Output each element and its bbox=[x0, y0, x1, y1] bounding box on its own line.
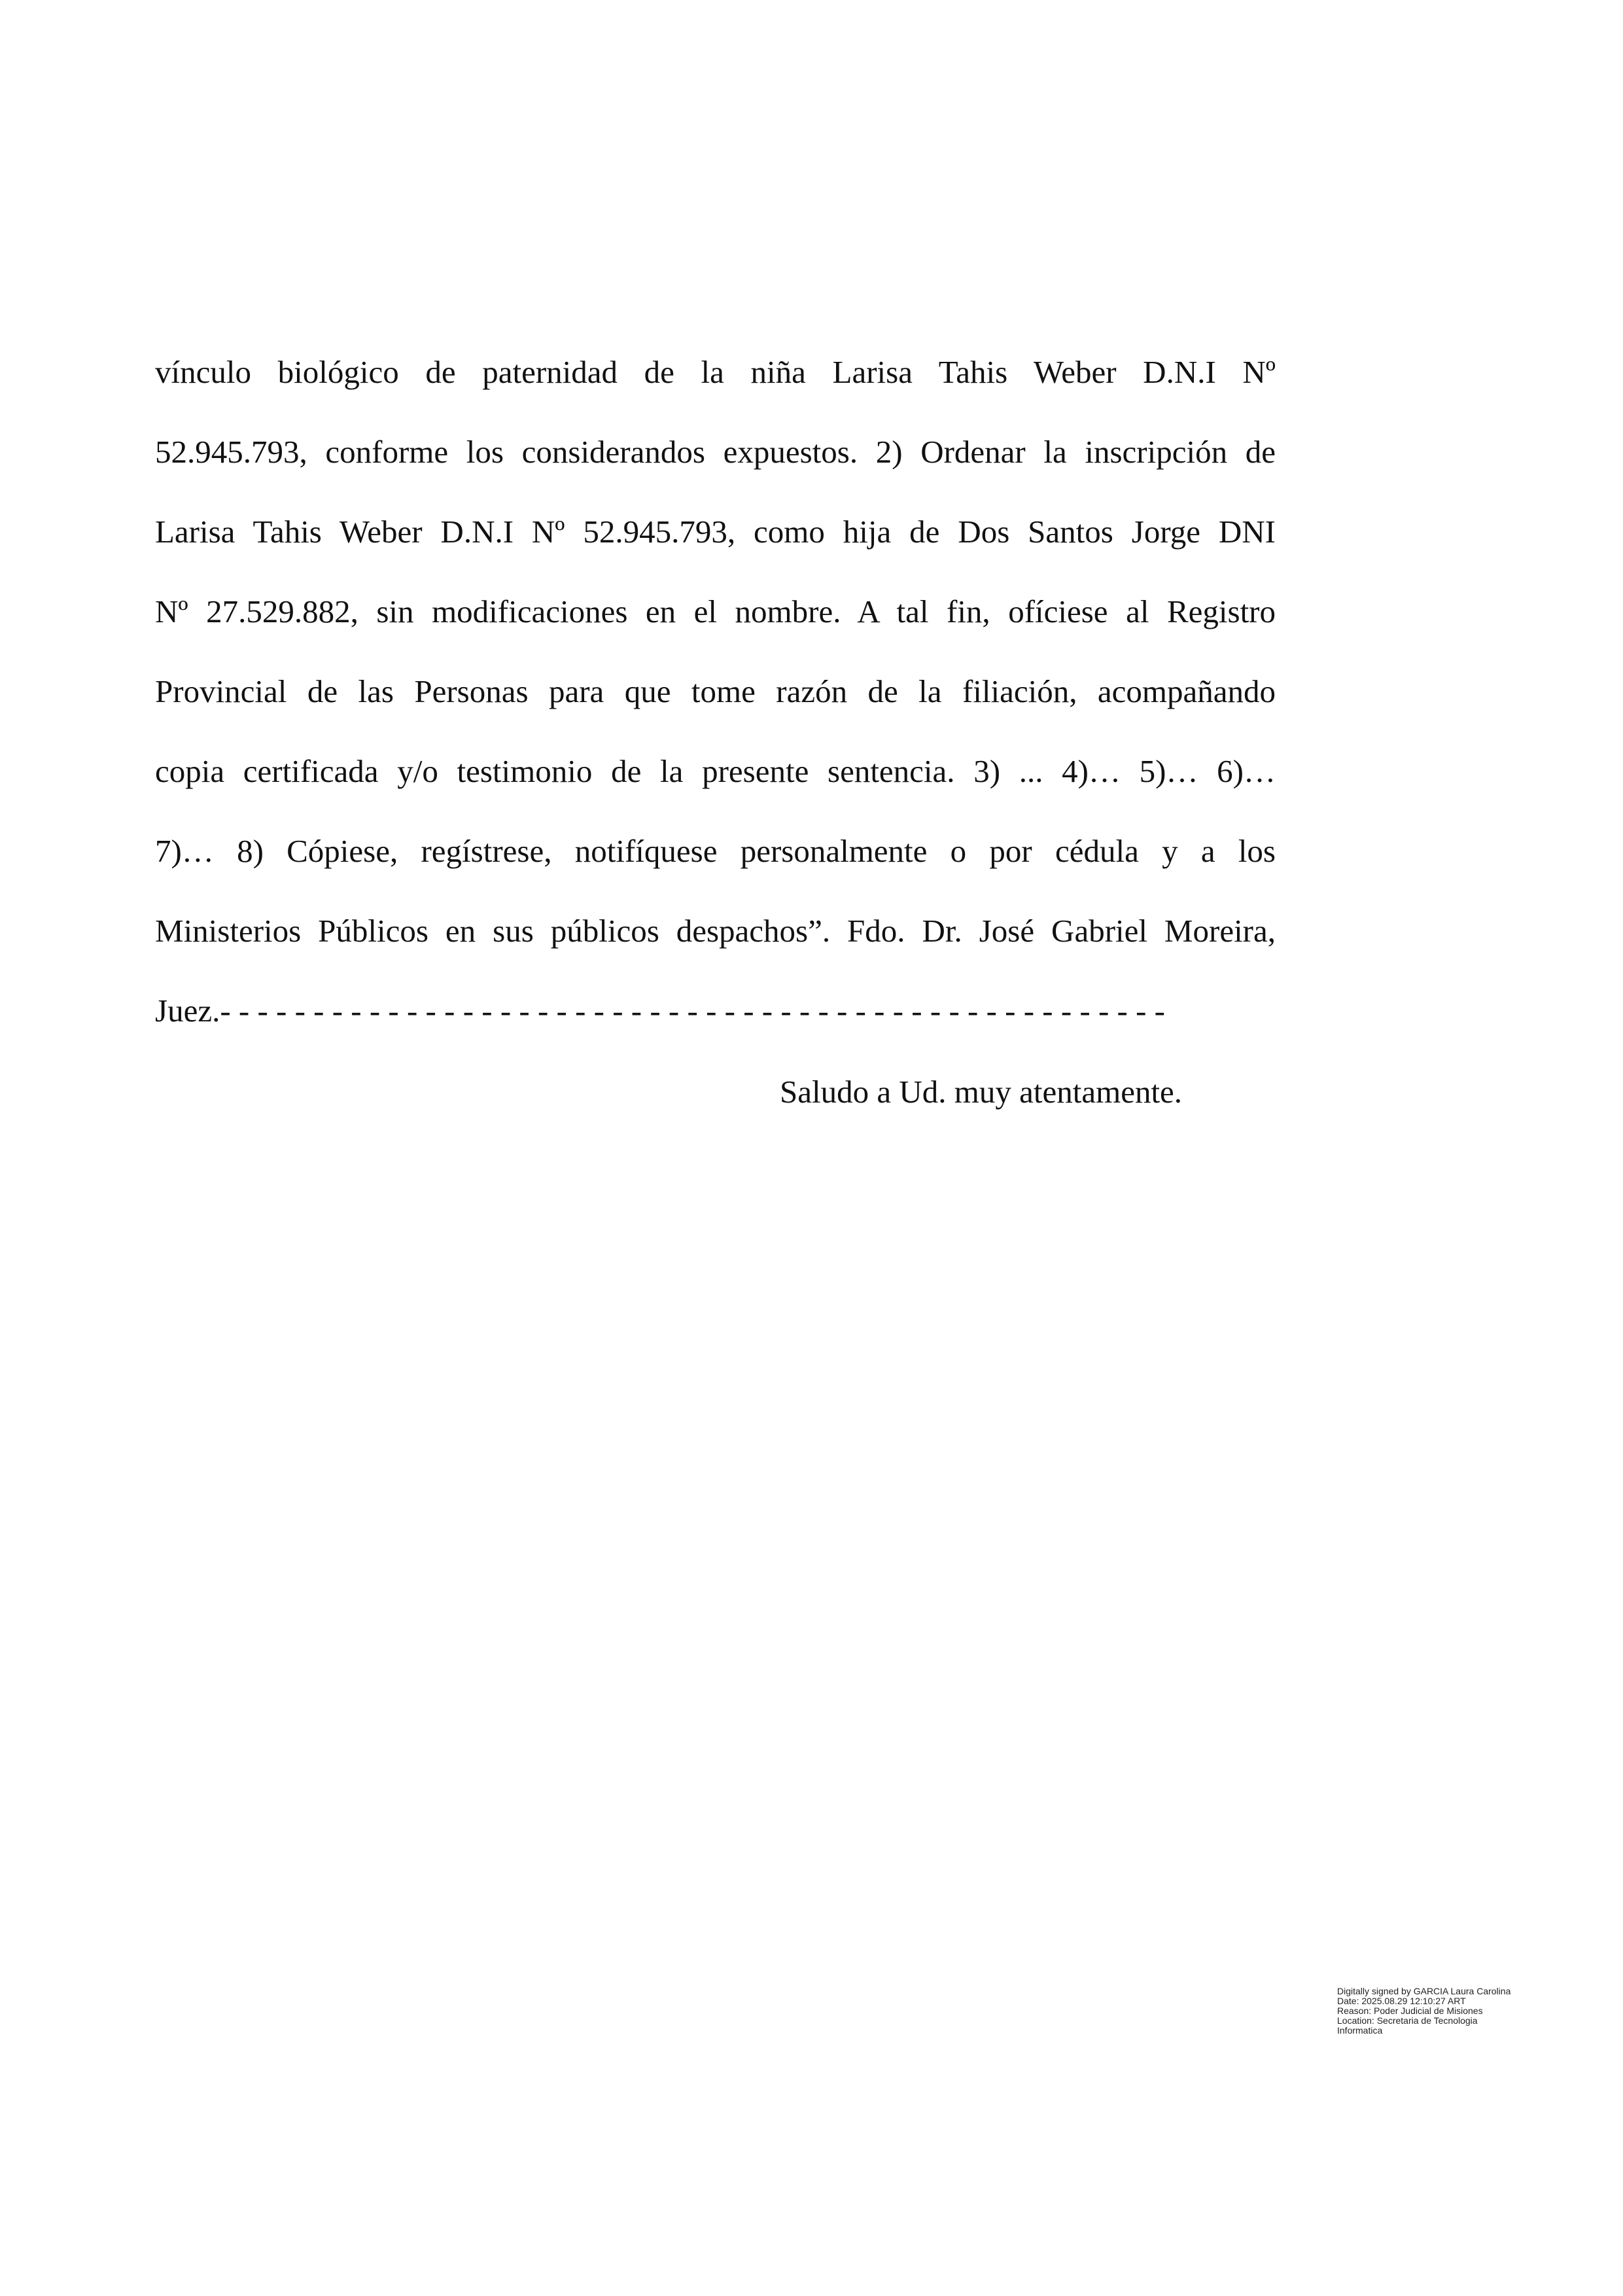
body-line-3: Larisa Tahis Weber D.N.I Nº 52.945.793, como hija de Dos Santos Jorge DNI bbox=[155, 514, 1276, 550]
digital-signature-block bbox=[1337, 1987, 1510, 2036]
body-line-5: Provincial de las Personas para que tome razón de la filiación, acompañando bbox=[155, 673, 1276, 709]
signature-date: Date: 2025.08.29 12:10:27 ART bbox=[1337, 1996, 1466, 2006]
body-line-7: 7)… 8) Cópiese, regístrese, notifíquese personalmente o por cédula y a los bbox=[155, 833, 1276, 869]
body-line-9: Juez.- - - - - - - - - - - - - - - - - - - - - - - - - - - - - - - - - - - - - - - - - - - - - - - - - - - bbox=[155, 993, 1166, 1029]
body-text bbox=[155, 332, 1276, 1051]
body-line-1: vínculo biológico de paternidad de la niña Larisa Tahis Weber D.N.I Nº bbox=[155, 354, 1276, 390]
body-line-4: Nº 27.529.882, sin modificaciones en el nombre. A tal fin, ofíciese al Registro bbox=[155, 593, 1276, 629]
signature-reason: Reason: Poder Judicial de Misiones bbox=[1337, 2005, 1483, 2016]
signature-location-cont: Informatica bbox=[1337, 2025, 1383, 2036]
signature-location: Location: Secretaria de Tecnologia bbox=[1337, 2015, 1478, 2026]
body-line-6: copia certificada y/o testimonio de la presente sentencia. 3) ... 4)… 5)… 6)… bbox=[155, 753, 1276, 789]
closing-salutation: Saludo a Ud. muy atentamente. bbox=[780, 1074, 1183, 1110]
body-line-2: 52.945.793, conforme los considerandos expuestos. 2) Ordenar la inscripción de bbox=[155, 434, 1276, 470]
body-line-8: Ministerios Públicos en sus públicos despachos”. Fdo. Dr. José Gabriel Moreira, bbox=[155, 913, 1276, 949]
signature-signed-by: Digitally signed by GARCIA Laura Carolina bbox=[1337, 1986, 1511, 1996]
